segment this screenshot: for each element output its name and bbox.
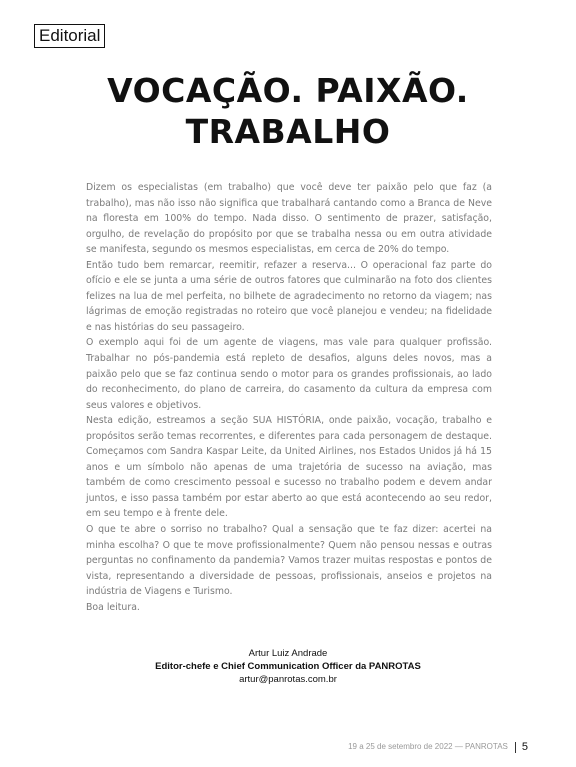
headline <box>60 70 516 152</box>
page-footer <box>348 741 528 753</box>
author-name: Artur Luiz Andrade <box>248 648 328 659</box>
headline-line-2: TRABALHO <box>185 112 391 151</box>
footer-divider <box>515 742 516 753</box>
paragraph-3: O exemplo aqui foi de um agente de viagens, mas vale para qualquer profissão. Trabalhar no pós-pandemia está repleto de desafios, alguns deles novos, mas a paixão pelo que se faz continua sendo o motor para os grandes profissionais, ao lado do reconhecimento, do plano de carreira, do casamento da cultura da empresa com seus valores e objetivos. <box>86 337 492 411</box>
section-tag: Editorial <box>34 24 105 48</box>
author-role: Editor-chefe e Chief Communication Officer da PANROTAS <box>155 661 421 672</box>
paragraph-6: Boa leitura. <box>86 601 140 613</box>
author-email[interactable]: artur@panrotas.com.br <box>239 674 337 685</box>
paragraph-4: Nesta edição, estreamos a seção SUA HISTÓRIA, onde paixão, vocação, trabalho e propósitos serão temas recorrentes, e diferentes para cada personagem de destaque. Começamos com Sandra Kaspar Leite, da United Airlines, nos Estados Unidos já há 15 anos e um símbolo não apenas de uma trajetória de sucesso na aviação, mas também de como crescimento pessoal e sucesso no trabalho podem e devem andar juntos, e isso passa também por estar aberto ao que está acontecendo ao seu redor, em seu tempo e à frente dele. <box>86 415 492 520</box>
paragraph-5: O que te abre o sorriso no trabalho? Qual a sensação que te faz dizer: acertei na minha escolha? O que te move profissionalmente? Quem não pensou nessas e outras perguntas no confinamento da pandemia? Vamos trazer muitas respostas e pontos de vista, representando a diversidade de pessoas, profissionais, anseios e projetos na indústria de Viagens e Turismo. <box>86 524 492 598</box>
author-signature <box>0 647 576 686</box>
paragraph-1: Dizem os especialistas (em trabalho) que você deve ter paixão pelo que faz (a trabalho), mas não isso não significa que trabalhará cantando como a Branca de Neve na floresta em 100% do tempo. Nada disso. O sentimento de prazer, satisfação, orgulho, de revelação do propósito por que se trabalha nessa ou em outra atividade se manifesta, segundo os mesmos especialistas, em cerca de 20% do tempo. <box>86 182 492 256</box>
issue-date: 19 a 25 de setembro de 2022 — PANROTAS <box>348 742 508 751</box>
headline-line-1: VOCAÇÃO. PAIXÃO. <box>107 71 469 110</box>
page-number: 5 <box>521 741 528 753</box>
paragraph-2: Então tudo bem remarcar, reemitir, refazer a reserva... O operacional faz parte do ofício e ele se junta a uma série de outros fatores que culminarão na foto dos clientes felizes na lua de mel perfeita, no bilhete de agradecimento no retorno da viagem; nas lágrimas de emoção registradas no roteiro que você planejou e vendeu; na fidelidade e nas histórias do seu passageiro. <box>86 259 492 333</box>
article-body <box>86 180 492 615</box>
